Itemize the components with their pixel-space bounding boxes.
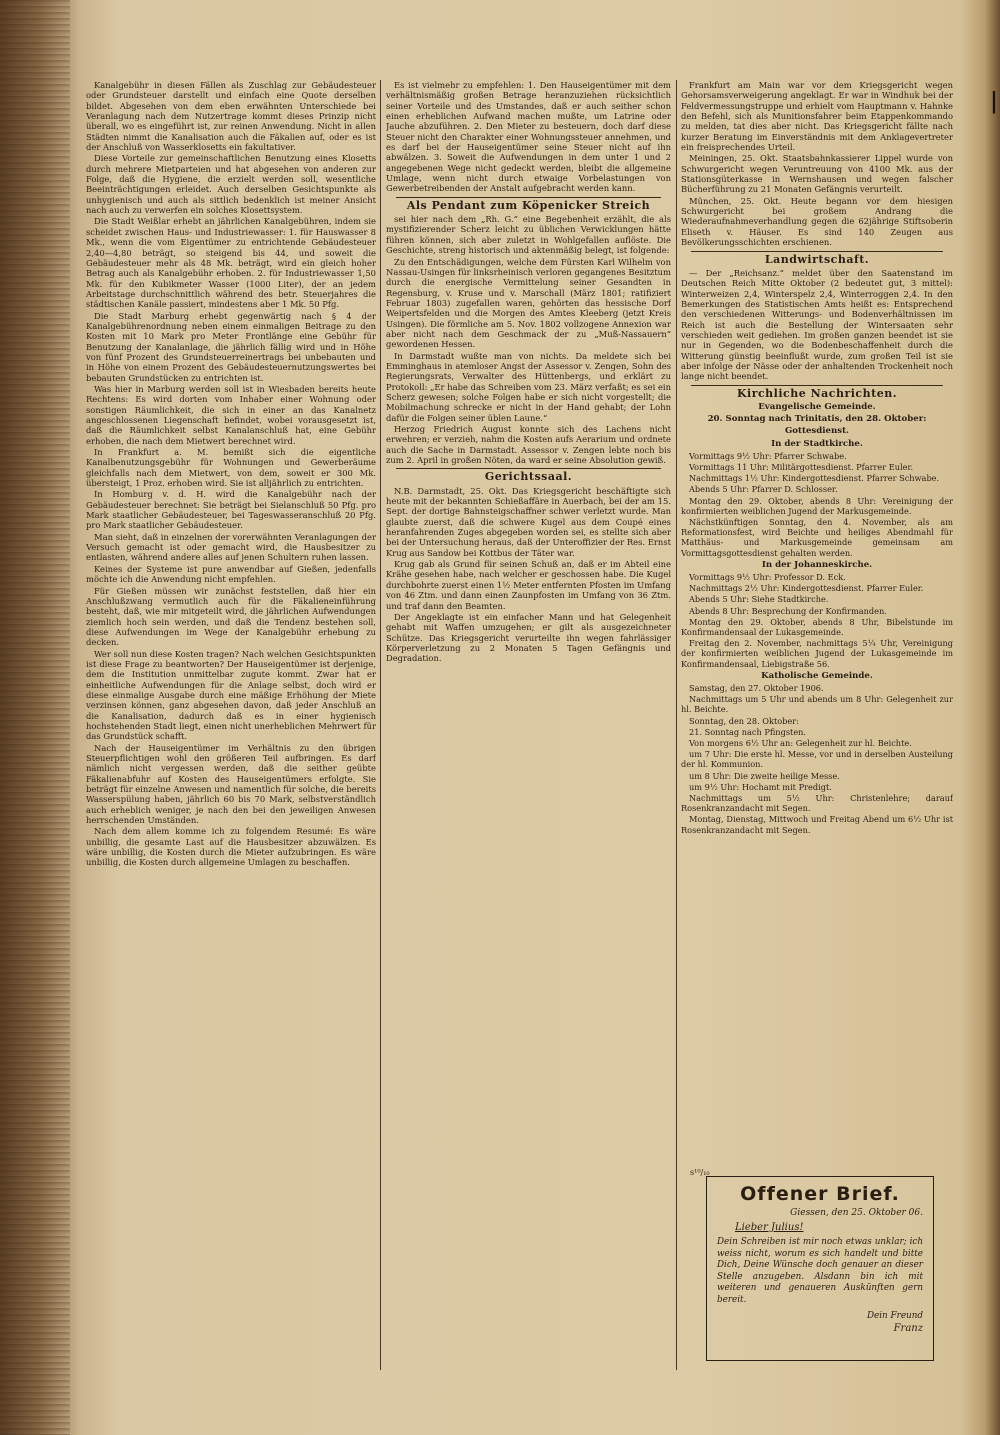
news-item: München, 25. Okt. Heute begann vor dem hiesigen Schwurgericht bei großem Andrang die Wiederaufnahmeverhandlung gegen die 62jährige Stiftsoberin Eliseth v. Häuser. Es sind 140 Zeugen aus Bevölkerungsschichten erschienen. xyxy=(681,195,953,248)
service-line: Abends 5 Uhr: Siehe Stadtkirche. xyxy=(689,594,829,605)
service-line: um 7 Uhr: Die erste hl. Messe, vor und in derselben Austeilung der hl. Kommunion. xyxy=(681,749,953,770)
letter-signature: Franz xyxy=(893,1322,923,1334)
section-title-landwirtschaft: Landwirtschaft. xyxy=(764,252,870,266)
service-line: Freitag den 2. November, nachmittags 5¼ Uhr, Vereinigung der konfirmierten weiblichen Jugend der Lukasgemeinde im Konfirmandensaal, Liebigstraße 56. xyxy=(681,638,953,669)
article-paragraph: Krug gab als Grund für seinen Schuß an, daß er im Abteil eine Krähe gesehen habe, nach welcher er geschossen habe. Die Kugel durchbohrte zuerst einen 1½ Meter entfernten Pfosten im Umfang von 46 Ztm. und dann einen Zaunpfosten im Umfang von 36 Ztm. und traf dann den Beamten. xyxy=(386,559,671,611)
section-title-kirchliche: Kirchliche Nachrichten. xyxy=(736,386,898,400)
section-divider xyxy=(691,385,943,386)
service-line: Nachmittags 1½ Uhr: Kindergottesdienst. Pfarrer Schwabe. xyxy=(689,473,940,484)
service-line: um 8 Uhr: Die zweite heilige Messe. xyxy=(689,770,840,781)
article-paragraph: Der Angeklagte ist ein einfacher Mann und hat Gelegenheit gehabt mit Waffen umzugehen; er gilt als ausgezeichneter Schütze. Das Kriegsgericht verurteilte ihn wegen fahrlässiger Körperverletzung zu 2 Monaten 5 Tagen Gefängnis und Degradation. xyxy=(386,611,671,664)
edge-letter-decoration: | xyxy=(989,88,998,114)
service-line: Abends 5 Uhr: Pfarrer D. Schlosser. xyxy=(689,484,838,495)
stadtkirche-label: In der Stadtkirche. xyxy=(771,438,863,449)
column-divider xyxy=(380,80,381,1370)
section-divider xyxy=(396,197,661,198)
col1-paragraph: Für Gießen müssen wir zunächst feststellen, daß hier ein Anschlußzwang vermutlich auch für die Fäkalieneinführung besteht, daß, wie mir mitgeteilt wird, die jährlichen Aufwendungen ziemlich hoch sein werden, und daß die Tendenz bestehen soll, diese Aufwendungen im Wege der Kanalgebühr erhebung zu decken. xyxy=(86,585,376,648)
article-paragraph: Herzog Friedrich August konnte sich des Lachens nicht erwehren; er verzieh, nahm die Kosten aufs Aerarium und ordnete auch die Sache in Darmstadt. Assessor v. Zengen lebte noch bis zum 2. April in großen Nöten, da ward er seine Absolution gewiß. xyxy=(386,424,671,466)
section-title-gerichtssaal: Gerichtssaal. xyxy=(484,470,573,484)
letter-salutation: Lieber Julius! xyxy=(735,1222,804,1233)
church-notices xyxy=(681,402,953,835)
column-3 xyxy=(681,80,953,1160)
johanneskirche-label: In der Johanneskirche. xyxy=(761,559,873,570)
letter-date: Giessen, den 25. Oktober 06. xyxy=(790,1208,923,1218)
col1-paragraph: Wer soll nun diese Kosten tragen? Nach welchen Gesichtspunkten ist diese Frage zu beantworten? Der Hauseigentümer ist derjenige, dem die Institution unmittelbar zugute kommt. Zwar hat er einheitliche Aufwendungen für die Anlage selbst, doch wird er diese einmalige Ausgabe durch eine mäßige Erhöhung der Miete verzinsen können, ganz abgesehen davon, daß jeder Anschluß an die Kanalisation, dadurch daß es in einer hygienisch hochstehenden Stadt liegt, einen nicht unerheblichen Mehrwert für das Grundstück schafft. xyxy=(86,648,376,742)
letter-title: Offener Brief. xyxy=(740,1183,900,1205)
ad-mark: s¹⁰/₁₀ xyxy=(690,1168,710,1177)
column-2 xyxy=(386,80,671,1370)
service-line: Montag den 29. Oktober, abends 8 Uhr: Vereinigung der konfirmierten weiblichen Jugend der Markusgemeinde. xyxy=(681,495,953,516)
article-paragraph: sei hier nach dem „Rh. G.“ eine Begebenheit erzählt, die als mystifizierender Scherz leicht zu üblichen Verwicklungen hätte führen können, sich aber zuletzt in Wohlgefallen auflöste. Die Geschichte, streng historisch und aktenmäßig belegt, ist folgende: xyxy=(386,214,671,256)
service-line: Abends 8 Uhr: Besprechung der Konfirmanden. xyxy=(689,605,887,616)
col1-paragraph: Die Stadt Marburg erhebt gegenwärtig nach § 4 der Kanalgebührenordnung neben einem einmaligen Beitrage zu den Kosten mit 10 Mark pro Meter Frontlänge eine Gebühr für Benutzung der Kanalanlage, die jährlich fällig wird und in Höhe von fünf Prozent des Grundsteuerreinertrags bei unbebauten und in Höhe von einem Prozent des Gebäudesteuernutzungswertes bei bebauten Grundstücken zu entrichten ist. xyxy=(86,310,376,383)
service-line: Samstag, den 27. Oktober 1906. xyxy=(689,683,824,694)
service-line: 21. Sonntag nach Pfingsten. xyxy=(689,726,807,737)
section-divider xyxy=(396,468,661,469)
col1-paragraph: Nach dem allem komme ich zu folgendem Resumé: Es wäre unbillig, die gesamte Last auf die Hausbesitzer abzuwälzen. Es wäre unbillig, die Kosten durch die Mieter aufzubringen. Es wäre unbillig, die Kosten durch allgemeine Umlagen zu beschaffen. xyxy=(86,826,376,868)
news-item: Meiningen, 25. Okt. Staatsbahnkassierer Lippel wurde von Schwurgericht wegen Veruntreuung von 4100 Mk. aus der Stationsgüterkasse in Wernshausen und wegen falscher Bücherführung zu 21 Monaten Gefängnis verurteilt. xyxy=(681,153,953,195)
column-divider xyxy=(676,80,677,1370)
open-letter-box xyxy=(706,1176,934,1361)
service-line: Nachmittags um 5½ Uhr: Christenlehre; darauf Rosenkranzandacht mit Segen. xyxy=(681,793,953,814)
col1-paragraph: Kanalgebühr in diesen Fällen als Zuschlag zur Gebäudesteuer oder Grundsteuer darstellt und einfach eine Quote derselben bildet. Abgesehen von dem eben erwähnten Unterschiede bei Veranlagung nach dem Nutzertrage kommt dieses Prinzip nicht überall, wo es eingeführt ist, zur reinen Anwendung. Nicht in allen Städten nimmt die Kanalisation auch die Fäkalien auf, oder es ist der Anschluß von Wasserklosetts ein fakultativer. xyxy=(86,80,376,153)
service-line: Von morgens 6½ Uhr an: Gelegenheit zur hl. Beichte. xyxy=(689,738,912,749)
service-line: Nachmittags 2½ Uhr: Kindergottesdienst. Pfarrer Euler. xyxy=(689,583,924,594)
subheading-evangelisch: Evangelische Gemeinde. xyxy=(758,401,876,412)
service-line: Nachmittags um 5 Uhr und abends um 8 Uhr: Gelegenheit zur hl. Beichte. xyxy=(681,694,953,715)
service-line: Montag den 29. Oktober, abends 8 Uhr, Bibelstunde im Konfirmandensaal der Lukasgemeinde. xyxy=(681,616,953,638)
article-paragraph: In Darmstadt wußte man von nichts. Da meldete sich bei Emminghaus in atemloser Angst der Assessor v. Zengen, Sohn des Regierungsrats, Verwalter des Hüttenbergs, und erklärt zu Protokoll: „Er habe das Schreiben vom 23. März verfaßt; es sei ein Scherz gewesen; solche Folgen habe er sich nicht vorgestellt; die Mobilmachung schrecke er nicht in der Hand gehabt; der Lohn dafür die Folgen seiner üblen Laune.“ xyxy=(386,350,671,423)
page-binding xyxy=(0,0,70,1435)
article-title-pendant: Als Pendant zum Köpenicker Streich xyxy=(406,198,651,212)
news-item: Frankfurt am Main war vor dem Kriegsgericht wegen Gehorsamsverweigerung angeklagt. Er war in Windhuk bei der Feldvermessungstruppe und erhielt vom Hauptmann v. Hahnke den Befehl, sich als Munitionsfahrer beim Etappenkommando zu melden, tat dies aber nicht. Das Kriegsgericht fällte nach kurzer Beratung im Einverständnis mit dem Anklagevertreter ein freisprechendes Urteil. xyxy=(681,80,953,153)
letter-closing: Dein Freund xyxy=(866,1310,923,1321)
section-divider xyxy=(691,251,943,252)
column-1 xyxy=(86,80,376,1370)
service-line: Nächstkünftigen Sonntag, den 4. November, als am Reformationsfest, wird Beichte und heiliges Abendmahl für Matthäus- und Markusgemeinde gemeinsam am Vormittagsgottesdienst gehalten werden. xyxy=(681,517,953,558)
service-line: Vormittags 11 Uhr: Militärgottesdienst. Pfarrer Euler. xyxy=(689,461,914,472)
col1-paragraph: Keines der Systeme ist pure anwendbar auf Gießen, jedenfalls möchte ich die Anwendung nicht empfehlen. xyxy=(86,563,376,585)
sunday-date: 20. Sonntag nach Trinitatis, den 28. Oktober: xyxy=(707,414,927,425)
article-paragraph: Zu den Entschädigungen, welche dem Fürsten Karl Wilhelm von Nassau-Usingen für linksrheinisch verloren gegangenes Besitztum durch die energische Vermittelung seiner Gesandten in Regensburg, v. Kruse und v. Marschall (März 1801; ratifiziert Februar 1803) zugefallen waren, gehörten das hessische Dorf Weipertsfelden und die Morgen des Amtes Kleeberg (jetzt Kreis Usingen). Die förmliche am 5. Nov. 1802 vollzogene Annexion war aber nicht nach dem Geschmack der zu „Muß-Nassauern“ gewordenen Hessen. xyxy=(386,256,671,350)
col1-paragraph: Nach der Hauseigentümer im Verhältnis zu den übrigen Steuerpflichtigen wohl den größeren Teil aufbringen. Es darf nämlich nicht vergessen werden, daß die seither geübte Fäkalienabfuhr auf Kosten des Hauseigentümers erfolgte. Sie beträgt für einzelne Anwesen und namentlich für solche, die bereits Wasserspülung haben, jährlich 60 bis 70 Mark, selbstverständlich auch erheblich weniger, je nach den bei den jeweiligen Anwesen herrschenden Umständen. xyxy=(86,742,376,826)
letter-body: Dein Schreiben ist mir noch etwas unklar; ich weiss nicht, worum es sich handelt und bitte Dich, Deine Wünsche doch genauer an dieser Stelle anzugeben. Alsdann bin ich mit weiteren und genaueren Auskünften gern bereit. xyxy=(717,1237,923,1305)
col1-paragraph: In Frankfurt a. M. bemißt sich die eigentliche Kanalbenutzungsgebühr für Wohnungen und Gewerberäume gleichfalls nach dem Mietwert, von dem, soweit er 300 Mk. übersteigt, 1 Proz. erhoben wird. Sie ist alljährlich zu entrichten. xyxy=(86,447,376,489)
col2-intro: Es ist vielmehr zu empfehlen: 1. Den Hauseigentümer mit dem verhältnismäßig großen Betrage heranzuziehen rücksichtlich seiner Vorteile und des Umstandes, daß er auch seither schon einen erheblichen Aufwand machen mußte, um Latrine oder Jauche abzuführen. 2. Den Mieter zu besteuern, doch darf diese Steuer nicht den Charakter einer Wohnungssteuer annehmen, und es darf bei der Hauseigentümer seine Steuer nicht auf ihn abwälzen. 3. Soweit die Aufwendungen in dem unter 1 und 2 angegebenen Wege nicht gedeckt werden, bleibt die allgemeine Umlage, wenn nicht durch etwaige Vorbelastungen von Gewerbetreibenden der Anstalt aufgebracht werden kann. xyxy=(386,80,671,194)
col1-paragraph: Die Stadt Weißlar erhebt an jährlichen Kanalgebühren, indem sie scheidet zwischen Haus- und Industriewasser: 1. für Hauswasser 8 Mk., wenn die vom Eigentümer zu entrichtende Gebäudesteuer 2,40—4,80 beträgt, so steigend bis 44, und soweit die Gebäudesteuer mehr als 48 Mk. beträgt, wird ein gleich hoher Betrag auch als Kanalgebühr erhoben. 2. für Industriewasser 1,50 Mk. für den Kubikmeter Wasser (1000 Liter), der an jedem Arbeitstage durchschnittlich während des betr. Steuerjahres die städtischen Kanäle passiert, mindestens aber 1 Mk. 50 Pfg. xyxy=(86,216,376,310)
service-line: um 9½ Uhr: Hochamt mit Predigt. xyxy=(689,781,832,792)
service-line: Vormittags 9½ Uhr: Professor D. Eck. xyxy=(689,572,846,583)
col1-paragraph: Was hier in Marburg werden soll ist in Wiesbaden bereits heute Rechtens: Es wird dorten vom Inhaber einer Wohnung oder sonstigen Räumlichkeit, die sich in einer an das Kanalnetz angeschlossenen Liegenschaft befindet, wobei vorausgesetzt ist, daß die Räumlichkeit selbst Kanalanschluß hat, eine Gebühr erhoben, die nach dem Mietwert berechnet wird. xyxy=(86,383,376,446)
article-paragraph: N.B. Darmstadt, 25. Okt. Das Kriegsgericht beschäftigte sich heute mit der bekannten Schießaffäre in Auerbach, bei der am 15. Sept. der dortige Bahnsteigschaffner schwer verletzt wurde. Man glaubte zuerst, daß die schwere Kugel aus dem Coupé eines heranfahrenden Zuges abgegeben worden sei, es stellte sich aber bei der Untersuchung heraus, daß der Unteroffizier der Res. Ernst Krug aus Sandow bei Kottbus der Täter war. xyxy=(386,485,671,558)
agri-report: — Der „Reichsanz.“ meldet über den Saatenstand im Deutschen Reich Mitte Oktober (2 bedeutet gut, 3 mittel): Winterweizen 2,4, Winterspelz 2,4, Winterroggen 2,4. In den Bemerkungen des Statistischen Amts heißt es: Entsprechend den verschiedenen Witterungs- und Bodenverhältnissen im Reich ist auch die Bestellung der Wintersaaten sehr verschieden weit gediehen. Im großen ganzen beendet ist sie nur in Gegenden, wo die Bodenbeschaffenheit durch die Witterung günstig beeinflußt wurde, zum großen Teil ist sie aber infolge der Nässe oder der anhaltenden Trockenheit noch lange nicht beendet. xyxy=(681,267,953,382)
col1-paragraph: Diese Vorteile zur gemeinschaftlichen Benutzung eines Klosetts durch mehrere Mietparteien und hat abgesehen von anderen zur Folge, daß die Hygiene, die erzielt werden soll, wesentliche Beeinträchtigungen erleidet. Auch derselben Gesichtspunkte als unhygienisch und auch als sittlich bedenklich ist meiner Ansicht nach auch zu verwerfen ein solches Klosettsystem. xyxy=(86,153,376,216)
service-line: Sonntag, den 28. Oktober: xyxy=(689,715,799,726)
service-line: Vormittags 9½ Uhr: Pfarrer Schwabe. xyxy=(689,450,847,461)
service-line: Montag, Dienstag, Mittwoch und Freitag Abend um 6½ Uhr ist Rosenkranzandacht mit Segen. xyxy=(681,814,953,835)
col1-paragraph: In Homburg v. d. H. wird die Kanalgebühr nach der Gebäudesteuer berechnet: Sie beträgt bei Sielanschluß 50 Pfg. pro Mark staatlicher Gebäudesteuer, bei Tageswasseranschluß 20 Pfg. pro Mark staatlicher Gebäudesteuer. xyxy=(86,489,376,531)
gottesdienst-label: Gottesdienst. xyxy=(784,426,850,437)
subheading-katholisch: Katholische Gemeinde. xyxy=(761,670,873,681)
col1-paragraph: Man sieht, daß in einzelnen der vorerwähnten Veranlagungen der Versuch gemacht ist oder gemacht wird, die Hausbesitzer zu entlasten, während andere alles auf jenen Schultern ruhen lassen. xyxy=(86,531,376,563)
